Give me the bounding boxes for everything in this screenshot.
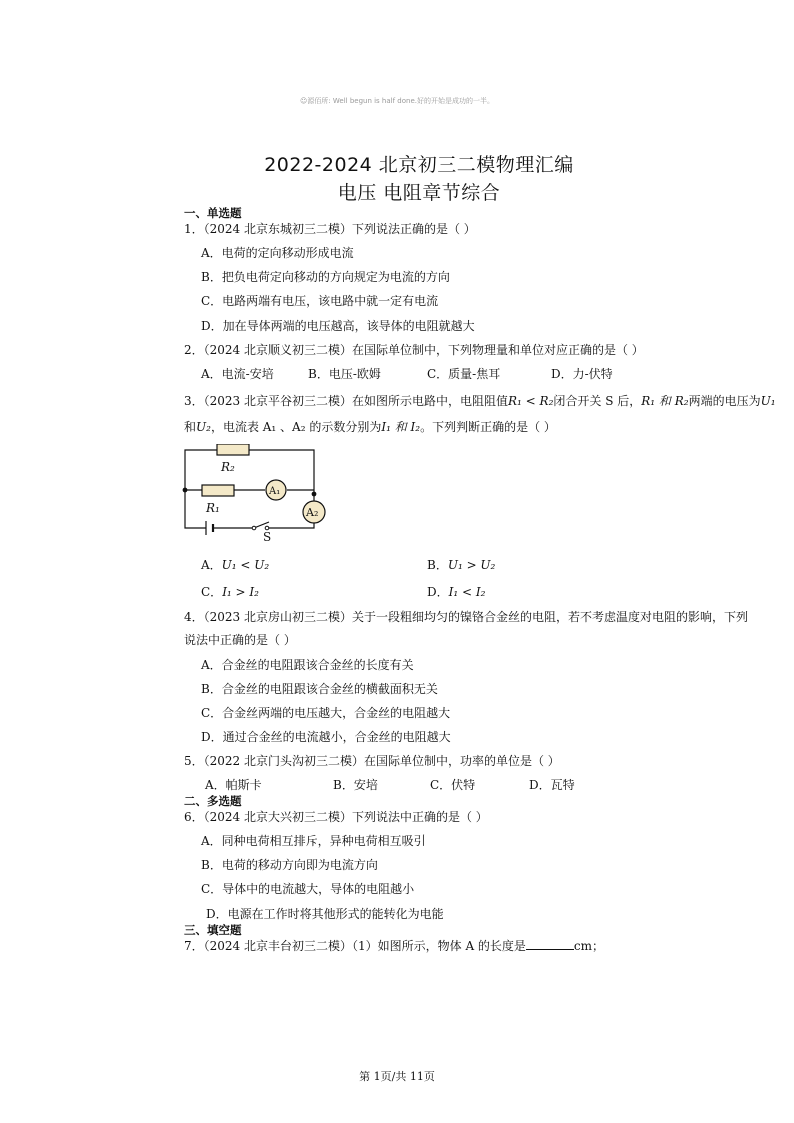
- option-prefix: D．: [427, 585, 449, 599]
- junction-dot: [312, 492, 317, 497]
- question-4-stem-line1: 4．（2023 北京房山初三二模）关于一段粗细均匀的镍铬合金丝的电阻，若不考虑温度对电阻的影响，下列: [184, 610, 748, 624]
- question-6-option-b: B．电荷的移动方向即为电流方向: [201, 858, 378, 872]
- question-7-unit: cm；: [573, 939, 605, 953]
- page-title: 2022-2024 北京初三二模物理汇编: [264, 154, 574, 176]
- resistor-r2: [217, 444, 249, 455]
- question-4-option-b: B．合金丝的电阻跟该合金丝的横截面积无关: [201, 682, 438, 696]
- question-3-option-d: [427, 584, 485, 600]
- question-1-option-a: A．电荷的定向移动形成电流: [201, 246, 354, 260]
- question-7-stem-text: 7．（2024 北京丰台初三二模）（1）如图所示，物体 A 的长度是: [184, 939, 526, 953]
- resistor-r1: [202, 485, 234, 496]
- label-s: S: [263, 530, 272, 542]
- watermark: ☺源佰所: Well begun is half done.好的开始是成功的一半。: [300, 97, 494, 105]
- option-prefix: A．: [201, 558, 222, 572]
- section-heading-single-choice: 一、单选题: [184, 206, 242, 220]
- question-3-u1: U₁: [760, 394, 776, 408]
- question-3-stem-text: ，电流表 A₁ 、A₂ 的示数分别为: [210, 420, 382, 434]
- section-heading-fill-blank: 三、填空题: [184, 923, 242, 937]
- label-r1: R₁: [206, 501, 220, 515]
- question-5-stem: 5．（2022 北京门头沟初三二模）在国际单位制中，功率的单位是（ ）: [184, 754, 560, 768]
- question-3-option-c: [201, 584, 259, 600]
- question-3-u2: U₂: [196, 420, 211, 434]
- label-a2: A₂: [306, 506, 319, 519]
- question-3-stem-text: 3．（2023 北京平谷初三二模）在如图所示电路中，电阻阻值: [184, 394, 508, 408]
- question-4-option-a: A．合金丝的电阻跟该合金丝的长度有关: [201, 658, 414, 672]
- option-prefix: C．: [201, 585, 223, 599]
- question-3-stem-text: 两端的电压为: [688, 394, 761, 408]
- question-1-option-d: D．加在导体两端的电压越高，该导体的电阻就越大: [201, 319, 475, 333]
- question-3-stem-text: 和: [184, 420, 197, 434]
- question-3-stem-line2: [184, 419, 556, 435]
- option-formula: U₁ > U₂: [447, 558, 496, 572]
- question-5-option-b: B．安培: [333, 778, 378, 792]
- question-5-option-d: D．瓦特: [529, 778, 575, 792]
- question-7-stem: [184, 938, 604, 954]
- question-3-option-a: [201, 557, 269, 573]
- question-2-option-c: C．质量-焦耳: [427, 367, 501, 381]
- circuit-diagram: [176, 444, 336, 542]
- question-2-option-a: A．电流-安培: [201, 367, 274, 381]
- option-formula: U₁ < U₂: [221, 558, 270, 572]
- question-2-option-d: D．力-伏特: [551, 367, 613, 381]
- question-2-stem: 2．（2024 北京顺义初三二模）在国际单位制中，下列物理量和单位对应正确的是（ ）: [184, 343, 644, 357]
- page-footer: 第 1页/共 11页: [359, 1070, 435, 1083]
- question-4-option-d: D．通过合金丝的电流越小，合金丝的电阻越大: [201, 730, 451, 744]
- question-3-stem-line1: [184, 393, 776, 409]
- question-3-stem-text: 闭合开关 S 后，: [553, 394, 642, 408]
- question-6-option-d: D．电源在工作时将其他形式的能转化为电能: [206, 907, 444, 921]
- question-1-stem: 1．（2024 北京东城初三二模）下列说法正确的是（ ）: [184, 222, 476, 236]
- question-3-resistors: R₁ 和 R₂: [641, 394, 689, 408]
- question-3-currents: I₁ 和 I₂: [381, 420, 421, 434]
- question-2-option-b: B．电压-欧姆: [308, 367, 381, 381]
- section-heading-multi-choice: 二、多选题: [184, 794, 242, 808]
- question-4-option-c: C．合金丝两端的电压越大，合金丝的电阻越大: [201, 706, 451, 720]
- question-6-option-a: A．同种电荷相互排斥，异种电荷相互吸引: [201, 834, 426, 848]
- option-prefix: B．: [427, 558, 448, 572]
- question-1-option-b: B．把负电荷定向移动的方向规定为电流的方向: [201, 270, 450, 284]
- question-1-option-c: C．电路两端有电压，该电路中就一定有电流: [201, 294, 439, 308]
- option-formula: I₁ > I₂: [222, 585, 259, 599]
- option-formula: I₁ < I₂: [448, 585, 486, 599]
- question-5-option-c: C．伏特: [430, 778, 476, 792]
- question-4-stem-line2: 说法中正确的是（ ）: [184, 633, 296, 647]
- answer-blank[interactable]: [526, 938, 574, 950]
- question-6-stem: 6．（2024 北京大兴初三二模）下列说法中正确的是（ ）: [184, 810, 488, 824]
- question-5-option-a: A．帕斯卡: [205, 778, 262, 792]
- junction-dot: [183, 488, 188, 493]
- question-6-option-c: C．导体中的电流越大，导体的电阻越小: [201, 882, 415, 896]
- question-3-stem-text: 。下列判断正确的是（ ）: [420, 420, 556, 434]
- question-3-condition: R₁ < R₂: [508, 394, 554, 408]
- label-r2: R₂: [221, 460, 235, 474]
- page-subtitle: 电压 电阻章节综合: [337, 182, 501, 204]
- label-a1: A₁: [269, 486, 281, 497]
- question-3-option-b: [427, 557, 495, 573]
- switch-contact: [252, 526, 256, 530]
